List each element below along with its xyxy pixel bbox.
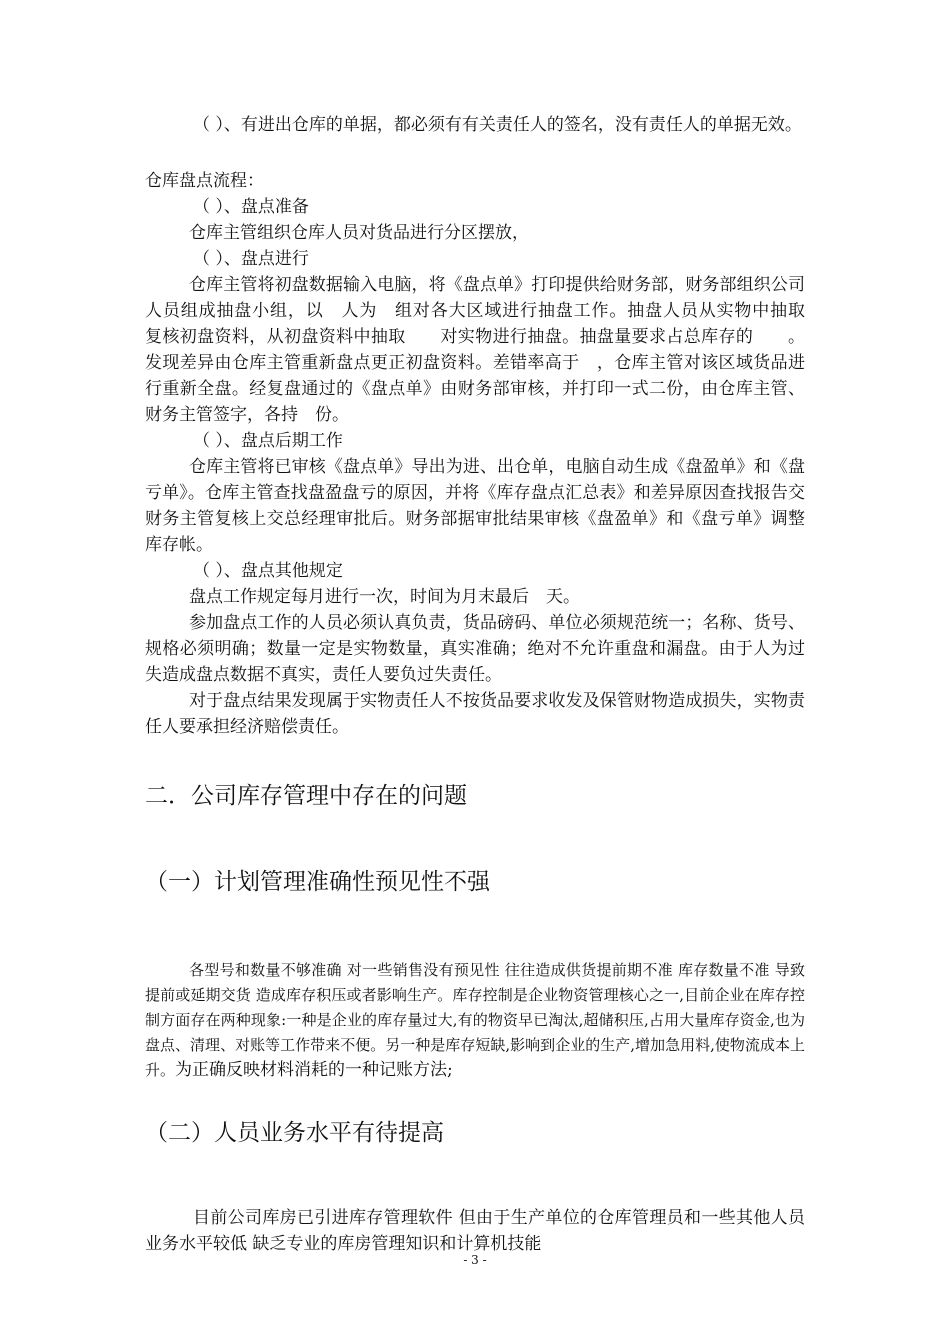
list-item-step2-title: （ ）、盘点进行 — [193, 249, 309, 269]
list-item-step1-title: （ ）、盘点准备 — [193, 197, 309, 217]
subsection-1-body: 各型号和数量不够准确 对一些销售没有预见性 往往造成供货提前期不准 库存数量不准 导致提前或延期交货 造成库存积压或者影响生产。库存控制是企业物资管理核心之一,目前企业在库存控制方面存在两种现象:一种是企业的库存量过大,有的物资早已淘汰,超储积压,占用大量库存资金,也为盘点、清理、对账等工作带来不便。另一种是库存短缺,影响到企业的生产,增加急用料,使物流成本上升。 — [145, 961, 805, 1079]
document-body — [145, 112, 839, 1257]
subsection-heading-2: （二）人员业务水平有待提高 — [145, 1120, 444, 1146]
list-item-step4-body3: 对于盘点结果发现属于实物责任人不按货品要求收发及保管财物造成损失，实物责任人要承担经济赔偿责任。 — [145, 691, 805, 737]
list-item-step3-title: （ ）、盘点后期工作 — [193, 431, 343, 451]
list-item-step3-body: 仓库主管将已审核《盘点单》导出为进、出仓单，电脑自动生成《盘盈单》和《盘亏单》。仓库主管查找盘盈盘亏的原因，并将《库存盘点汇总表》和差异原因查找报告交财务主管复核上交总经理审批后。财务部据审批结果审核《盘盈单》和《盘亏单》调整库存帐。 — [145, 457, 805, 555]
paragraph-signature-rule: （ ）、有进出仓库的单据，都必须有有关责任人的签名，没有责任人的单据无效。 — [193, 115, 802, 135]
subsection-1-paragraph — [145, 958, 805, 1083]
list-item-step4-body2: 参加盘点工作的人员必须认真负责，货品磅码、单位必须规范统一；名称、货号、规格必须明确；数量一定是实物数量，真实准确；绝对不允许重盘和漏盘。由于人为过失造成盘点数据不真实，责任人要负过失责任。 — [145, 613, 805, 685]
inventory-flow-heading: 仓库盘点流程： — [145, 171, 264, 191]
subsection-2-paragraph: 目前公司库房已引进库存管理软件 但由于生产单位的仓库管理员和一些其他人员业务水平较低 缺乏专业的库房管理知识和计算机技能 — [145, 1208, 805, 1254]
subsection-heading-1: （一）计划管理准确性预见性不强 — [145, 869, 490, 895]
subsection-1-body-tail: 为正确反映材料消耗的一种记账方法; — [175, 1060, 453, 1080]
list-item-step4-body1: 盘点工作规定每月进行一次，时间为月末最后 天。 — [189, 587, 580, 607]
list-item-step4-title: （ ）、盘点其他规定 — [193, 561, 343, 581]
section-heading: 二．公司库存管理中存在的问题 — [145, 783, 467, 809]
list-item-step2-body: 仓库主管将初盘数据输入电脑，将《盘点单》打印提供给财务部，财务部组织公司人员组成抽盘小组，以 人为 组对各大区域进行抽盘工作。抽盘人员从实物中抽取 复核初盘资料，从初盘资料中抽取 对实物进行抽盘。抽盘量要求占总库存的 。发现差异由仓库主管重新盘点更正初盘资料。差错率高于 ，仓库主管对该区域货品进行重新全盘。经复盘通过的《盘点单》由财务部审核，并打印一式二份，由仓库主管、财务主管签字，各持 份。 — [145, 275, 839, 425]
list-item-step1-body: 仓库主管组织仓库人员对货品进行分区摆放， — [189, 223, 529, 243]
page-number: - 3 - — [463, 1253, 487, 1267]
